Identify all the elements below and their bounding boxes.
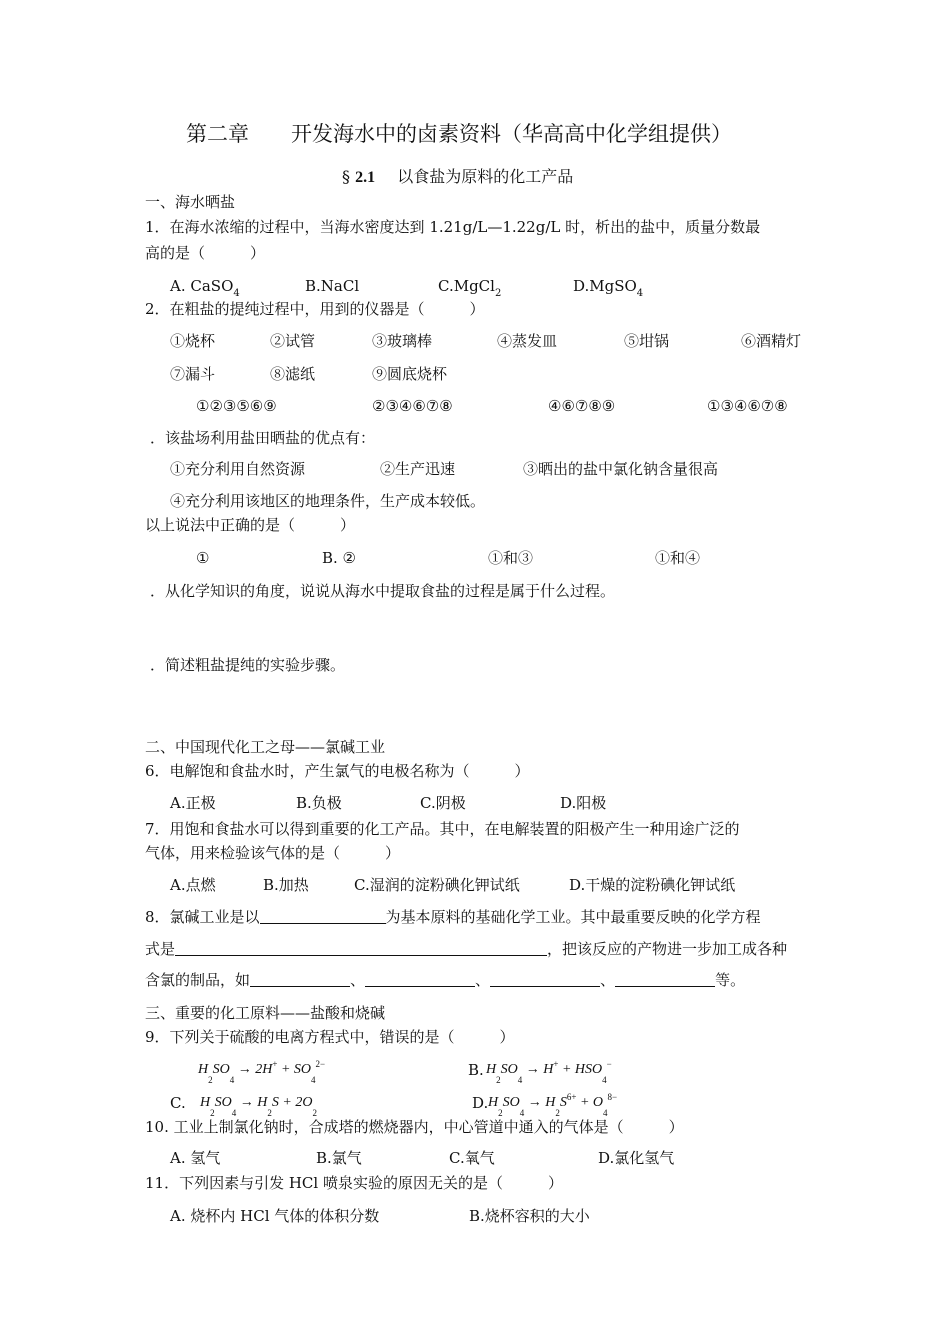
q3-statement: ④充分利用该地区的地理条件，生产成本较低。 <box>170 492 486 510</box>
q6-option: C.阴极 <box>420 794 466 812</box>
q3-statement: ①充分利用自然资源 <box>170 460 306 478</box>
q4-stem: ．从化学知识的角度，说说从海水中提取食盐的过程是属于什么过程。 <box>150 582 616 600</box>
section-number: 2.1 <box>355 169 376 186</box>
q2-option: ①②③⑤⑥⑨ <box>196 397 277 415</box>
q2-item: ③玻璃棒 <box>372 332 433 350</box>
q2-stem: 2．在粗盐的提纯过程中，用到的仪器是（ ） <box>145 300 485 318</box>
q11-option: B.烧杯容积的大小 <box>469 1207 590 1225</box>
q3-ask: 以上说法中正确的是（ ） <box>145 516 356 534</box>
q3-option: ①和③ <box>488 549 534 567</box>
q7-option: A.点燃 <box>170 876 216 894</box>
q1-option-d: D.MgSO$_4$ <box>573 277 644 299</box>
q1-option-b: B.NaCl <box>305 277 360 295</box>
answer-blank[interactable] <box>175 940 547 956</box>
q8-line1: 8．氯碱工业是以 为基本原料的基础化学工业。其中最重要反映的化学方程 <box>145 908 761 926</box>
answer-blank[interactable] <box>365 971 475 987</box>
answer-blank[interactable] <box>490 971 600 987</box>
answer-blank[interactable] <box>260 908 386 924</box>
q9-option-c-equation: $H_2SO_4 \to H_2S + 2O_2$ <box>200 1095 317 1118</box>
q9-option-b-label: B. <box>468 1061 484 1079</box>
q1-option-a: A. CaSO$_4$ <box>170 277 240 299</box>
q2-item: ⑤坩锅 <box>624 332 670 350</box>
q9-option-b-equation: $H_2SO_4 \to H^+ + HSO_4^-$ <box>486 1059 612 1085</box>
q2-option: ④⑥⑦⑧⑨ <box>548 397 616 415</box>
q1-stem-line1: 1．在海水浓缩的过程中，当海水密度达到 1.21g/L—1.22g/L 时，析出的盐中，质量分数最 <box>145 218 761 236</box>
answer-blank[interactable] <box>250 971 350 987</box>
q2-item: ⑦漏斗 <box>170 365 216 383</box>
q3-option: B. ② <box>322 549 357 567</box>
q9-stem: 9．下列关于硫酸的电离方程式中，错误的是（ ） <box>145 1028 515 1046</box>
q9-option-c-label: C. <box>170 1094 186 1112</box>
q7-option: B.加热 <box>263 876 309 894</box>
q7-stem-line2: 气体，用来检验该气体的是（ ） <box>145 844 401 862</box>
q9-option-d-label: D. <box>472 1094 489 1112</box>
q2-item: ⑥酒精灯 <box>741 332 802 350</box>
q6-option: A.正极 <box>170 794 216 812</box>
q10-stem: 10. 工业上制氯化钠时，合成塔的燃烧器内，中心管道中通入的气体是（ ） <box>145 1118 684 1136</box>
section-title: 以食盐为原料的化工产品 <box>397 167 574 186</box>
q5-stem: ．简述粗盐提纯的实验步骤。 <box>150 656 346 674</box>
part3-heading: 三、重要的化工原料——盐酸和烧碱 <box>145 1004 386 1022</box>
q7-option: C.湿润的淀粉碘化钾试纸 <box>354 876 520 894</box>
q3-option: ①和④ <box>655 549 701 567</box>
q7-stem-line1: 7．用饱和食盐水可以得到重要的化工产品。其中，在电解装置的阳极产生一种用途广泛的 <box>145 820 740 838</box>
q2-item: ④蒸发皿 <box>497 332 558 350</box>
q2-option: ②③④⑥⑦⑧ <box>372 397 453 415</box>
q10-option: A. 氢气 <box>170 1149 221 1167</box>
q2-item: ⑨圆底烧杯 <box>372 365 448 383</box>
answer-blank[interactable] <box>615 971 715 987</box>
q2-item: ①烧杯 <box>170 332 216 350</box>
q8-line2: 式是 ，把该反应的产物进一步加工成各种 <box>145 940 788 958</box>
q8-line3: 含氯的制品，如 、 、 、 等。 <box>145 971 746 989</box>
section-heading <box>342 167 573 188</box>
q7-option: D.干燥的淀粉碘化钾试纸 <box>569 876 736 894</box>
part1-heading: 一、海水晒盐 <box>145 193 236 211</box>
section-symbol: § <box>342 167 350 186</box>
q10-option: B.氯气 <box>316 1149 362 1167</box>
q2-item: ②试管 <box>270 332 316 350</box>
q1-option-c: C.MgCl$_2$ <box>438 277 502 299</box>
part2-heading: 二、中国现代化工之母——氯碱工业 <box>145 738 386 756</box>
q6-option: D.阳极 <box>560 794 607 812</box>
q10-option: D.氯化氢气 <box>598 1149 675 1167</box>
q1-stem-line2: 高的是（ ） <box>145 244 266 262</box>
q9-option-d-equation: $H_2SO_4 \to H_2S^{6+} + O_4^{8-}$ <box>488 1092 618 1118</box>
q11-stem: 11．下列因素与引发 HCl 喷泉实验的原因无关的是（ ） <box>145 1174 563 1192</box>
q6-stem: 6．电解饱和食盐水时，产生氯气的电极名称为（ ） <box>145 762 530 780</box>
page-title: 第二章 开发海水中的卤素资料（华高高中化学组提供） <box>186 122 732 146</box>
q6-option: B.负极 <box>296 794 342 812</box>
q2-option: ①③④⑥⑦⑧ <box>707 397 788 415</box>
q2-item: ⑧滤纸 <box>270 365 316 383</box>
q3-option: ① <box>196 549 210 567</box>
q3-statement: ③晒出的盐中氯化钠含量很高 <box>523 460 719 478</box>
q9-option-a-equation: $H_2SO_4 \to 2H^+ + SO_4^{2-}$ <box>198 1059 326 1085</box>
q3-stem: ．该盐场利用盐田晒盐的优点有： <box>150 429 376 447</box>
q3-statement: ②生产迅速 <box>380 460 456 478</box>
q10-option: C.氧气 <box>449 1149 495 1167</box>
q11-option: A. 烧杯内 HCl 气体的体积分数 <box>170 1207 380 1225</box>
